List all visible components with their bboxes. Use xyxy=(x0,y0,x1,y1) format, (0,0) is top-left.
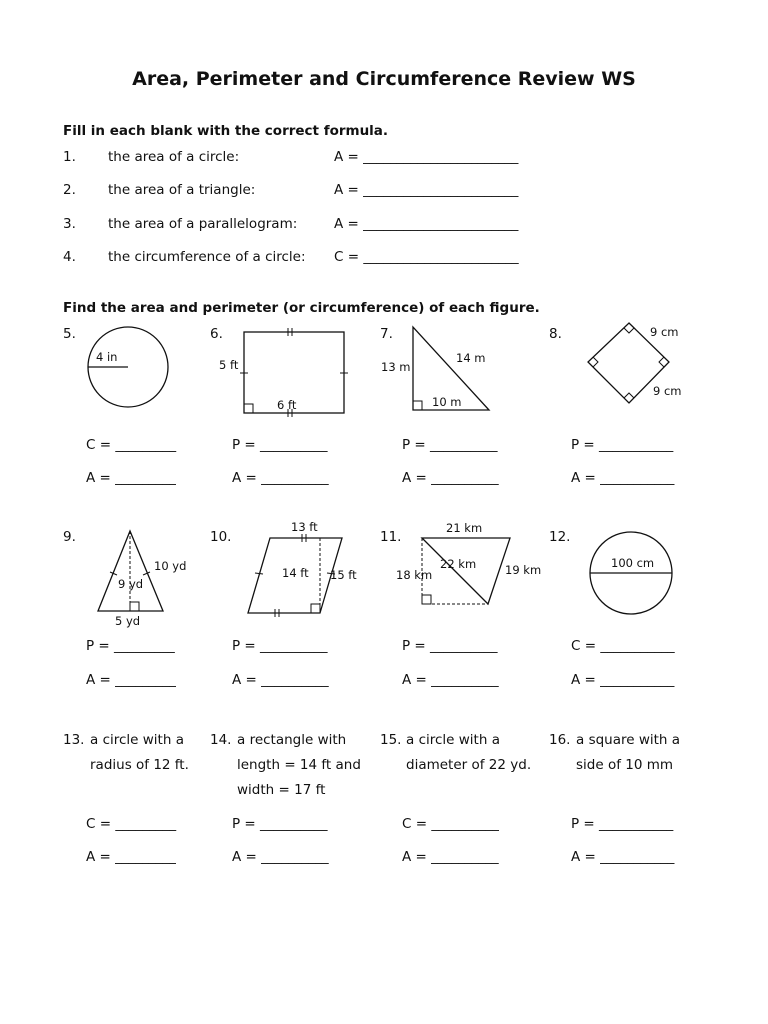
answer-blank[interactable]: P = _________ xyxy=(86,638,175,654)
figure-label: 14 ft xyxy=(282,566,309,580)
answer-blank[interactable]: A = ___________ xyxy=(571,470,675,486)
answer-blank[interactable]: C = ___________ xyxy=(571,638,675,654)
figure-label: 19 km xyxy=(505,563,542,577)
answer-blank[interactable]: C = _________ xyxy=(86,816,177,832)
answer-blank[interactable]: P = __________ xyxy=(232,638,328,654)
answer-blank[interactable]: A = ___________ xyxy=(571,849,675,865)
right-triangle-figure xyxy=(378,318,498,418)
item-number: 3. xyxy=(63,216,76,232)
figure-number: 6. xyxy=(210,326,223,342)
answer-blank[interactable]: C = _________ xyxy=(86,437,177,453)
figure-number: 10. xyxy=(210,529,232,545)
problem-number: 15. xyxy=(380,732,402,748)
figure-number: 7. xyxy=(380,326,393,342)
figure-label: 10 m xyxy=(432,395,462,409)
figure-label: 9 yd xyxy=(118,577,144,591)
problem-text: a rectangle with xyxy=(237,732,347,748)
answer-blank[interactable]: A = __________ xyxy=(402,470,499,486)
isosceles-triangle-figure xyxy=(90,522,200,632)
trapezoid-figure xyxy=(390,516,550,616)
figure-label: 21 km xyxy=(446,521,483,535)
answer-blank[interactable]: P = __________ xyxy=(402,437,498,453)
problem-text: side of 10 mm xyxy=(576,757,674,773)
problem-text: diameter of 22 yd. xyxy=(406,757,532,773)
figure-label: 18 km xyxy=(396,568,433,582)
answer-blank[interactable]: A = _________ xyxy=(86,470,176,486)
problem-text: a square with a xyxy=(576,732,681,748)
circle-figure xyxy=(80,318,180,418)
item-text: the circumference of a circle: xyxy=(108,249,306,265)
answer-blank[interactable]: A = __________ xyxy=(402,849,499,865)
answer-blank[interactable]: P = ___________ xyxy=(571,816,674,832)
rectangle-figure xyxy=(215,320,355,420)
figure-label: 14 m xyxy=(456,351,486,365)
part2-instruction: Find the area and perimeter (or circumference) of each figure. xyxy=(63,300,540,316)
figure-label: 5 yd xyxy=(115,614,141,628)
figure-label: 9 cm xyxy=(653,384,682,398)
answer-blank[interactable]: P = __________ xyxy=(402,638,498,654)
figure-label: 10 yd xyxy=(154,559,187,573)
figure-label: 15 ft xyxy=(330,568,357,582)
figure-number: 9. xyxy=(63,529,76,545)
figure-label: 13 m xyxy=(381,360,411,374)
problem-text: length = 14 ft and xyxy=(237,757,361,773)
problem-number: 16. xyxy=(549,732,571,748)
answer-blank[interactable]: A = __________ xyxy=(402,672,499,688)
answer-blank[interactable]: P = __________ xyxy=(232,816,328,832)
square-figure xyxy=(580,318,700,414)
item-number: 2. xyxy=(63,182,76,198)
answer-blank[interactable]: A = _________ xyxy=(86,672,176,688)
item-number: 1. xyxy=(63,149,76,165)
figure-number: 11. xyxy=(380,529,402,545)
answer-blank[interactable]: P = ___________ xyxy=(571,437,674,453)
answer-blank[interactable]: A = __________ xyxy=(232,849,329,865)
figure-number: 8. xyxy=(549,326,562,342)
figure-label: 6 ft xyxy=(277,398,297,412)
answer-blank[interactable]: A = __________ xyxy=(232,672,329,688)
figure-label: 100 cm xyxy=(611,556,655,570)
circle-diameter-figure xyxy=(585,528,685,623)
problem-number: 14. xyxy=(210,732,232,748)
part1-instruction: Fill in each blank with the correct formula. xyxy=(63,123,389,139)
answer-blank[interactable]: A = __________ xyxy=(232,470,329,486)
answer-blank[interactable]: A = ___________ xyxy=(571,672,675,688)
answer-blank[interactable]: C = _______________________ xyxy=(334,249,519,265)
problem-text: a circle with a xyxy=(406,732,500,748)
answer-blank[interactable]: A = _______________________ xyxy=(334,149,519,165)
item-number: 4. xyxy=(63,249,76,265)
answer-blank[interactable]: P = __________ xyxy=(232,437,328,453)
answer-blank[interactable]: A = _______________________ xyxy=(334,182,519,198)
problem-text: a circle with a xyxy=(90,732,184,748)
answer-blank[interactable]: A = _______________________ xyxy=(334,216,519,232)
item-text: the area of a triangle: xyxy=(108,182,256,198)
page-title: Area, Perimeter and Circumference Review WS xyxy=(132,68,636,90)
answer-blank[interactable]: A = _________ xyxy=(86,849,176,865)
figure-label: 4 in xyxy=(96,350,118,364)
figure-label: 13 ft xyxy=(291,520,318,534)
parallelogram-figure xyxy=(240,516,370,626)
figure-label: 5 ft xyxy=(219,358,239,372)
problem-number: 13. xyxy=(63,732,85,748)
figure-label: 22 km xyxy=(440,557,477,571)
problem-text: radius of 12 ft. xyxy=(90,757,189,773)
figure-label: 9 cm xyxy=(650,325,679,339)
answer-blank[interactable]: C = __________ xyxy=(402,816,499,832)
item-text: the area of a circle: xyxy=(108,149,240,165)
item-text: the area of a parallelogram: xyxy=(108,216,298,232)
figure-number: 5. xyxy=(63,326,76,342)
problem-text: width = 17 ft xyxy=(237,782,326,798)
figure-number: 12. xyxy=(549,529,571,545)
